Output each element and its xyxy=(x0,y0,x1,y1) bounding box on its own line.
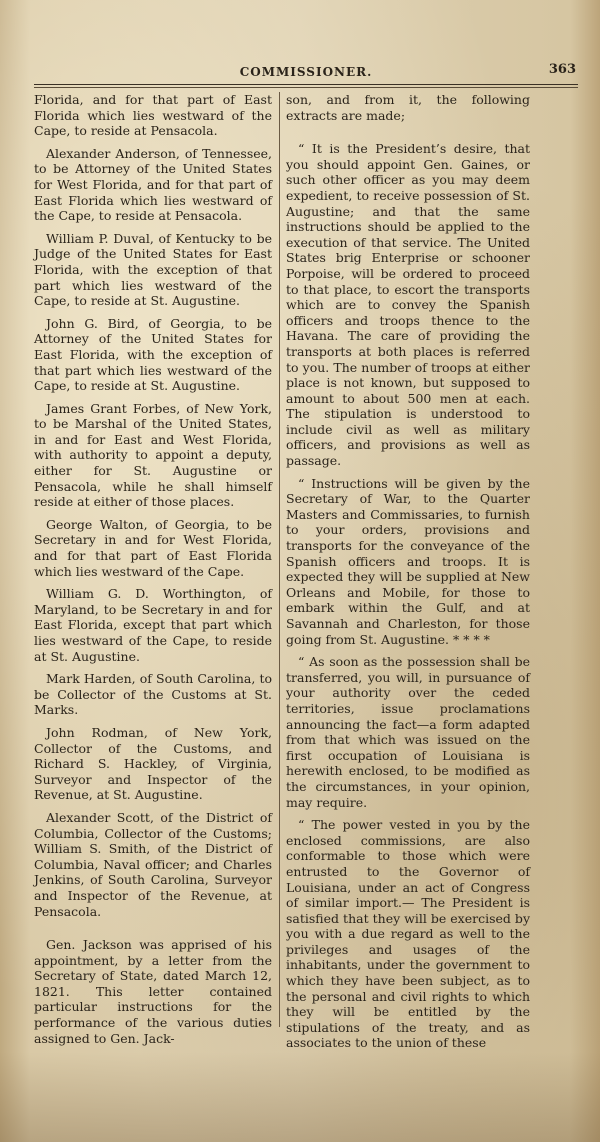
left-column-paragraph: John G. Bird, of Georgia, to be Attorney of the United States for East Florida, with the exception of that part which lies westward of the Cape, to reside at St. Augustine. xyxy=(34,315,272,394)
header-rule-secondary xyxy=(34,87,578,88)
left-column-paragraph: James Grant Forbes, of New York, to be Marshal of the United States, in and for East and West Florida, with authority to appoint a deputy, either for St. Augustine or Pensacola, while he shall himself reside at either of those places. xyxy=(34,400,272,510)
left-column-paragraph: Florida, and for that part of East Florida which lies westward of the Cape, to reside at Pensacola. xyxy=(34,92,272,139)
running-title: COMMISSIONER. xyxy=(239,65,373,79)
header-rule xyxy=(34,84,578,85)
right-column xyxy=(286,92,530,1058)
right-column-paragraph: “ The power vested in you by the enclosed commissions, are also conformable to those which were entrusted to the Governor of Louisiana, under an act of Congress of similar import.— The President is satisfied that they will be exercised by you with a due regard as well to the privileges and usages of the inhabitants, under the government to which they have been subject, as to the personal and civil rights to which they will be entitled by the stipulations of the treaty, and as associates to the union of these xyxy=(286,817,530,1051)
left-column-paragraph: Alexander Scott, of the District of Columbia, Collector of the Customs; William S. Smith, of the District of Columbia, Naval officer; and Charles Jenkins, of South Carolina, Surveyor and Inspector of the Revenue, at Pensacola. xyxy=(34,809,272,919)
left-column-paragraph: Mark Harden, of South Carolina, to be Collector of the Customs at St. Marks. xyxy=(34,671,272,718)
column-divider xyxy=(279,92,280,1027)
left-column-paragraph: Alexander Anderson, of Tennessee, to be Attorney of the United States for West Florida, and for that part of East Florida which lies westward of the Cape, to reside at Pensacola. xyxy=(34,145,272,224)
right-column-paragraph: “ Instructions will be given by the Secretary of War, to the Quarter Masters and Commissaries, to furnish to your orders, provisions and transports for the conveyance of the Spanish officers and troops. It is expected they will be supplied at New Orleans and Mobile, for those to embark within the Gulf, and at Savannah and Charleston, for those going from St. Augustine. * * * * xyxy=(286,475,530,647)
left-column-paragraph: William P. Duval, of Kentucky to be Judge of the United States for East Florida, with the exception of that part which lies westward of the Cape, to reside at St. Augustine. xyxy=(34,230,272,309)
right-column-paragraph: “ It is the President’s desire, that you should appoint Gen. Gaines, or such other officer as you may deem expedient, to receive possession of St. Augustine; and that the same instructions should be applied to the execution of that service. The United States brig Enterprise or schooner Porpoise, will be ordered to proceed to that place, to escort the transports which are to convey the Spanish officers and troops thence to the Havana. The care of providing the transports at both places is referred to you. The number of troops at either place is not known, but supposed to amount to about 500 men at each. The stipulation is understood to include civil as well as military officers, and provisions as well as passage. xyxy=(286,141,530,469)
right-column-paragraph: son, and from it, the following extracts are made; xyxy=(286,92,530,123)
left-column xyxy=(34,92,272,1053)
left-column-paragraph: Gen. Jackson was apprised of his appointment, by a letter from the Secretary of State, dated March 12, 1821. This letter contained particular instructions for the performance of the various duties assigned to Gen. Jack- xyxy=(34,937,272,1046)
page-number: 363 xyxy=(548,62,576,77)
running-header xyxy=(34,62,578,82)
left-column-paragraph: William G. D. Worthington, of Maryland, to be Secretary in and for East Florida, except that part which lies westward of the Cape, to reside at St. Augustine. xyxy=(34,586,272,664)
left-column-paragraph: George Walton, of Georgia, to be Secretary in and for West Florida, and for that part of East Florida which lies westward of the Cape. xyxy=(34,516,272,579)
right-column-paragraph: “ As soon as the possession shall be transferred, you will, in pursuance of your authority over the ceded territories, issue proclamations announcing the fact—a form adapted from that which was issued on the first occupation of Louisiana is herewith enclosed, to be modified as the circumstances, in your opinion, may require. xyxy=(286,654,530,810)
left-column-paragraph: John Rodman, of New York, Collector of the Customs, and Richard S. Hackley, of Virginia, Surveyor and Inspector of the Revenue, at St. Augustine. xyxy=(34,724,272,803)
page-bottom-shadow xyxy=(0,1052,600,1142)
